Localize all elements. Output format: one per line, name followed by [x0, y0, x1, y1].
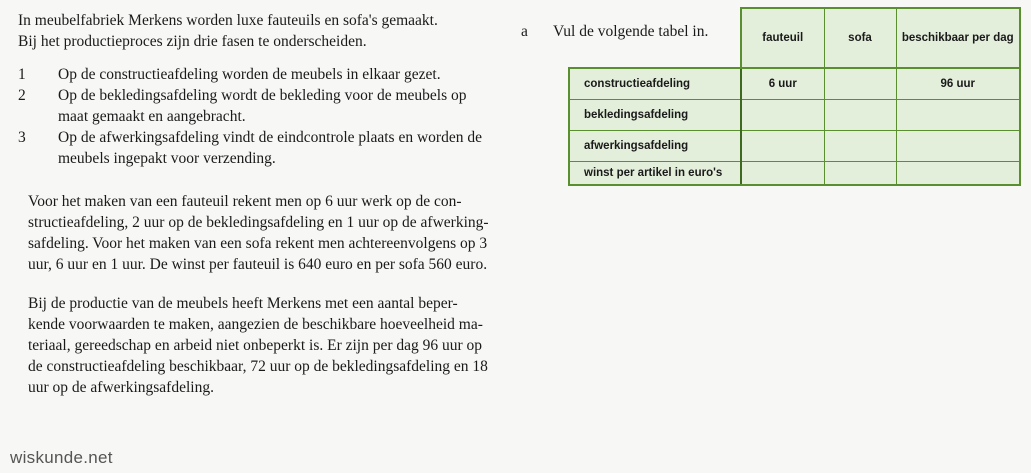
steps-list: [18, 64, 528, 169]
step-line: Op de bekledingsafdeling wordt de bekleding voor de meubels op: [58, 87, 467, 104]
paragraph-line: uur op de afwerkingsafdeling.: [28, 379, 214, 396]
paragraph-line: safdeling. Voor het maken van een sofa rekent men achtereenvolgens op 3: [28, 235, 488, 252]
intro-text: [18, 10, 518, 52]
table-row: [569, 131, 1020, 162]
table-row: [569, 100, 1020, 131]
step-line: maat gemaakt en aangebracht.: [58, 108, 246, 125]
step-line: meubels ingepakt voor verzending.: [58, 150, 276, 167]
row-label: winst per artikel in euro's: [569, 162, 741, 186]
step-item: [18, 64, 528, 85]
paragraph-line: Bij de productie van de meubels heeft Merkens met een aantal beper-: [28, 295, 458, 312]
table-cell[interactable]: [741, 100, 824, 131]
table-cell[interactable]: [824, 68, 896, 100]
paragraph-line: structieafdeling, 2 uur op de bekledingsafdeling en 1 uur op de afwerking-: [28, 214, 489, 231]
header-sofa: sofa: [824, 8, 896, 68]
table-row: [569, 68, 1020, 100]
header-fauteuil: fauteuil: [741, 8, 824, 68]
step-item: [18, 127, 528, 169]
paragraph-line: Voor het maken van een fauteuil rekent men op 6 uur werk op de con-: [28, 193, 462, 210]
step-line: Op de constructieafdeling worden de meubels in elkaar gezet.: [58, 66, 441, 83]
site-logo: wiskunde.net: [10, 448, 113, 467]
step-number: 3: [18, 129, 26, 146]
paragraph-line: kende voorwaarden te maken, aangezien de beschikbare hoeveelheid ma-: [28, 316, 483, 333]
question-text: Vul de volgende tabel in.: [553, 23, 709, 40]
step-number: 2: [18, 87, 26, 104]
table-cell[interactable]: [824, 131, 896, 162]
table-cell[interactable]: [741, 162, 824, 186]
step-text: [58, 85, 528, 127]
row-label: bekledingsafdeling: [569, 100, 741, 131]
table-cell[interactable]: [896, 131, 1020, 162]
paragraph-line: de constructieafdeling beschikbaar, 72 uur op de bekledingsafdeling en 18: [28, 358, 488, 375]
table-cell[interactable]: [741, 131, 824, 162]
intro-line: In meubelfabriek Merkens worden luxe fauteuils en sofa's gemaakt.: [18, 12, 438, 29]
table-cell[interactable]: [824, 100, 896, 131]
paragraph-line: teriaal, gereedschap en arbeid niet onbeperkt is. Er zijn per dag 96 uur op: [28, 337, 483, 354]
table-cell[interactable]: 96 uur: [896, 68, 1020, 100]
table-row: [569, 162, 1020, 186]
table-cell[interactable]: [824, 162, 896, 186]
row-label: afwerkingsafdeling: [569, 131, 741, 162]
table-cell[interactable]: [896, 162, 1020, 186]
header-beschikbaar: beschikbaar per dag: [896, 8, 1020, 68]
step-text: [58, 127, 528, 169]
row-label: constructieafdeling: [569, 68, 741, 100]
table-cell[interactable]: [896, 100, 1020, 131]
question-letter: a: [521, 23, 528, 40]
step-item: [18, 85, 528, 127]
step-number: 1: [18, 66, 26, 83]
step-line: Op de afwerkingsafdeling vindt de eindcontrole plaats en worden de: [58, 129, 482, 146]
answer-table: [568, 7, 1021, 186]
intro-line: Bij het productieproces zijn drie fasen te onderscheiden.: [18, 33, 367, 50]
table-cell[interactable]: 6 uur: [741, 68, 824, 100]
table-corner: [569, 8, 741, 68]
paragraph-constraints: [28, 293, 528, 398]
step-text: [58, 64, 528, 85]
paragraph-line: uur, 6 uur en 1 uur. De winst per fauteuil is 640 euro en per sofa 560 euro.: [28, 256, 488, 273]
table-header-row: [569, 8, 1020, 68]
paragraph-production-times: [28, 191, 528, 275]
